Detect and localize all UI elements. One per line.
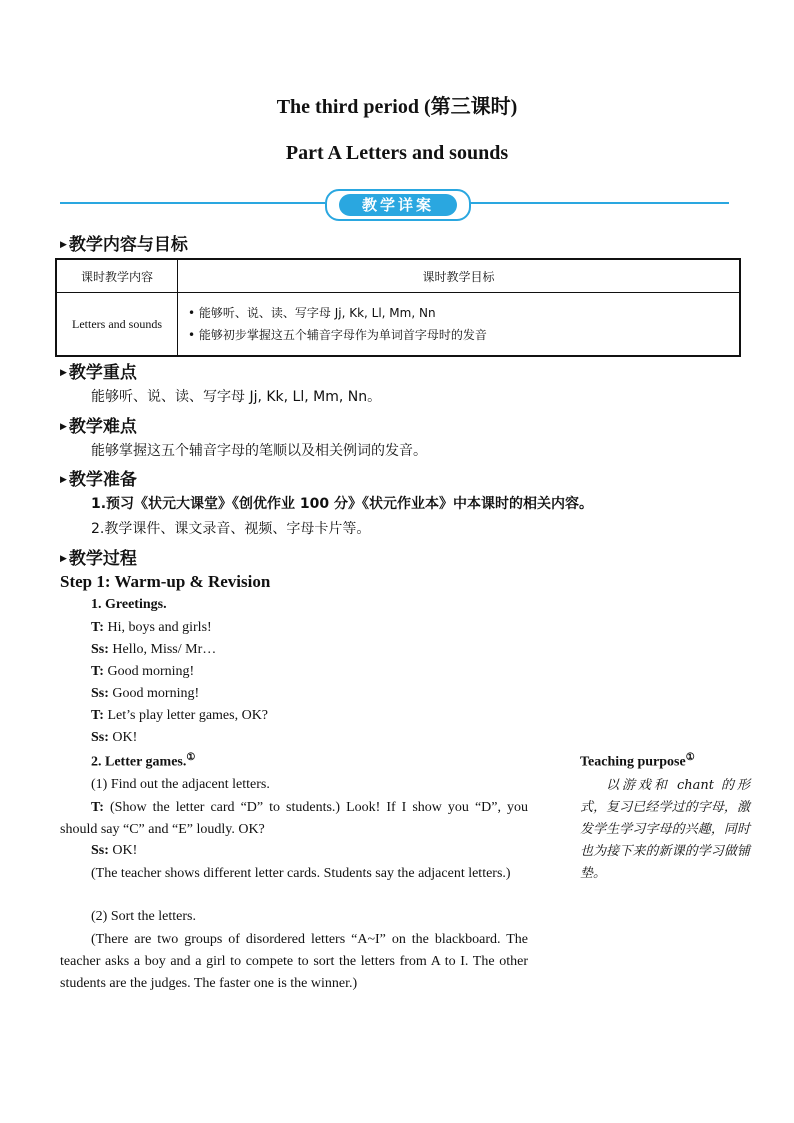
dialogue-line: [91, 620, 212, 636]
speaker: T:: [91, 620, 104, 635]
teacher-instruction: [60, 797, 528, 841]
footnote-marker: ①: [186, 752, 196, 763]
objective-item: • 能够听、说、读、写字母 Jj, Kk, Ll, Mm, Nn: [188, 306, 436, 320]
key-heading-text: 教学重点: [68, 363, 137, 383]
section-banner: [325, 189, 471, 221]
banner-line-right: [467, 202, 729, 204]
difficult-heading-text: 教学难点: [68, 417, 137, 437]
utterance: Hello, Miss/ Mr…: [112, 642, 217, 657]
table-cell-objectives: [178, 293, 741, 357]
step-1-title: Step 1: Warm-up & Revision: [60, 572, 271, 591]
utterance: Let’s play letter games, OK?: [107, 708, 269, 723]
table-header-objectives: 课时教学目标: [178, 259, 741, 293]
prep-heading: [60, 465, 137, 490]
triangle-icon: ▶: [60, 554, 67, 564]
speaker: Ss:: [91, 686, 109, 701]
page-title: The third period (第三课时): [276, 96, 518, 118]
sort-note: (There are two groups of disordered letters “A~I” on the blackboard. The teacher asks a boy and a girl to compete to sort the letters from A to I. The other students are the judges. The faster one is the winner.): [60, 932, 528, 991]
speaker: T:: [91, 800, 104, 815]
goals-heading-text: 教学内容与目标: [68, 235, 188, 255]
speaker: T:: [91, 708, 104, 723]
prep-heading-text: 教学准备: [68, 470, 137, 490]
instruction-text: (Show the letter card “D” to students.) Look! If I show you “D”, you should say “C” and “E” loudly. OK?: [60, 800, 529, 837]
dialogue-line: [91, 686, 199, 702]
reply-text: OK!: [112, 843, 138, 858]
dialogue-line: [91, 730, 137, 746]
difficult-heading: [60, 412, 137, 437]
greetings-title: 1. Greetings.: [91, 597, 167, 612]
triangle-icon: ▶: [60, 475, 67, 485]
utterance: OK!: [112, 730, 138, 745]
letter-games-label: 2. Letter games.: [91, 754, 187, 770]
table-cell-content: Letters and sounds: [56, 293, 178, 357]
adjacent-note: (The teacher shows different letter cards. Students say the adjacent letters.): [91, 866, 511, 881]
banner-line-left: [60, 202, 325, 204]
speaker: T:: [91, 664, 104, 679]
dialogue-line: [91, 642, 216, 658]
sort-title: (2) Sort the letters.: [91, 909, 196, 924]
key-text: 能够听、说、读、写字母 Jj, Kk, Ll, Mm, Nn。: [91, 389, 382, 405]
teaching-purpose-text: 以游戏和 chant 的形式，复习已经学过的字母，激发学生学习字母的兴趣，同时也为接下来的新课的学习做铺垫。: [580, 778, 750, 881]
banner-label: 教学详案: [339, 194, 457, 216]
key-heading: [60, 358, 137, 383]
process-heading: [60, 544, 137, 569]
prep-item-2: 2.教学课件、课文录音、视频、字母卡片等。: [91, 521, 371, 537]
utterance: Hi, boys and girls!: [107, 620, 212, 635]
footnote-marker: ①: [685, 752, 695, 763]
difficult-text: 能够掌握这五个辅音字母的笔顺以及相关例词的发音。: [91, 443, 427, 459]
adjacent-title: (1) Find out the adjacent letters.: [91, 777, 270, 792]
utterance: Good morning!: [112, 686, 200, 701]
triangle-icon: ▶: [60, 368, 67, 378]
speaker: Ss:: [91, 730, 109, 745]
page-subtitle: Part A Letters and sounds: [285, 142, 509, 164]
teaching-purpose-label: Teaching purpose: [580, 754, 686, 770]
speaker: Ss:: [91, 642, 109, 657]
dialogue-line: [91, 708, 268, 724]
triangle-icon: ▶: [60, 240, 67, 250]
goals-heading: [60, 230, 188, 255]
objectives-table: [55, 258, 741, 357]
table-header-content: 课时教学内容: [56, 259, 178, 293]
process-heading-text: 教学过程: [68, 549, 137, 569]
dialogue-line: [91, 664, 194, 680]
triangle-icon: ▶: [60, 422, 67, 432]
utterance: Good morning!: [107, 664, 195, 679]
teaching-purpose-heading: [580, 752, 695, 771]
students-reply: [91, 843, 137, 859]
speaker: Ss:: [91, 843, 109, 858]
letter-games-title: [91, 752, 195, 771]
prep-item-1: 1.预习《状元大课堂》《创优作业 100 分》《状元作业本》中本课时的相关内容。: [91, 496, 594, 512]
objective-item: • 能够初步掌握这五个辅音字母作为单词首字母时的发音: [188, 328, 487, 342]
